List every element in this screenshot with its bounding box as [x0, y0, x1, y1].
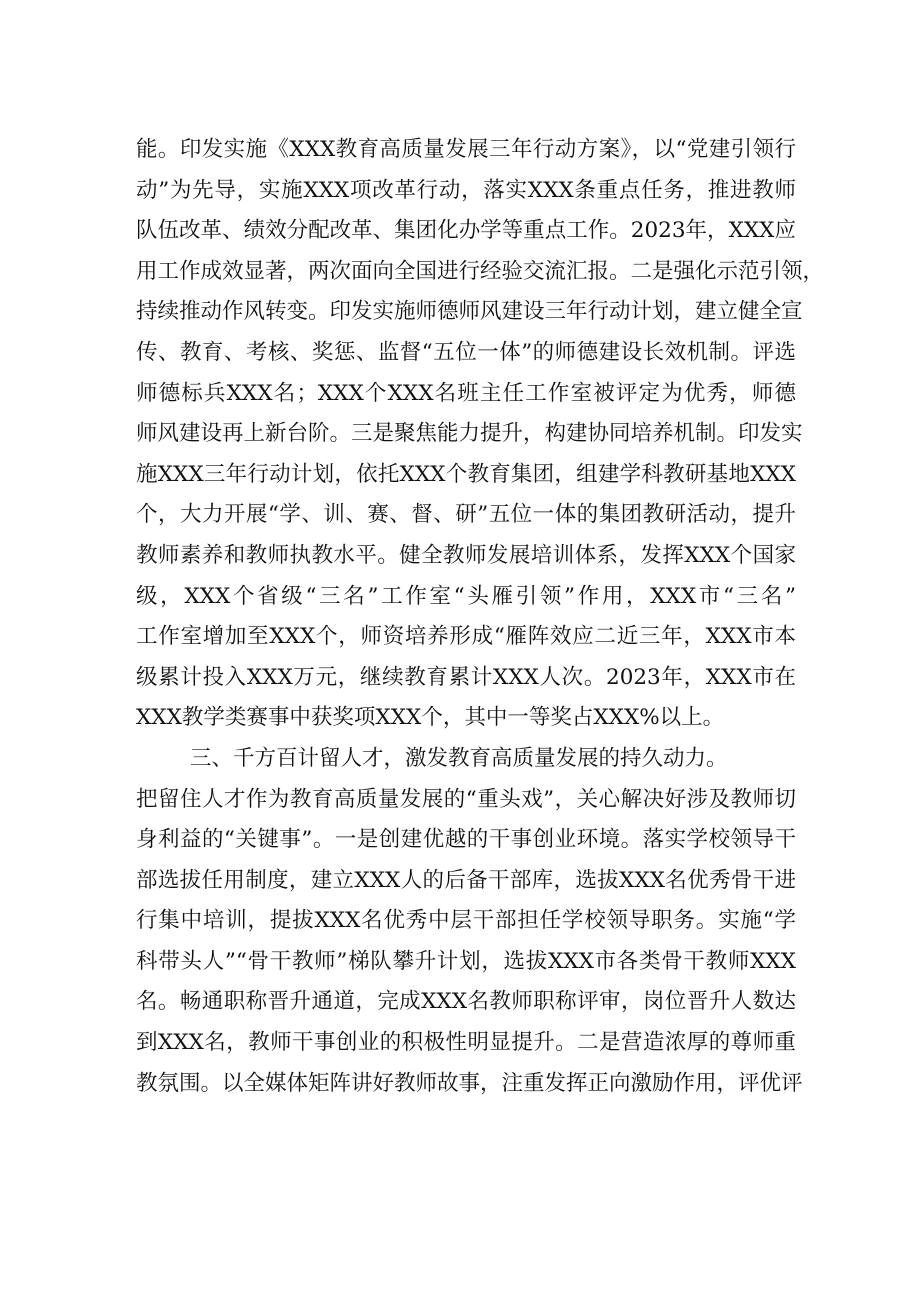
paragraph-1-line: 持续推动作风转变。印发实施师德师风建设三年行动计划，建立健全宣	[136, 299, 803, 325]
section-3-line: 到XXX名，教师干事创业的积极性明显提升。二是营造浓厚的尊师重	[136, 1030, 796, 1056]
document-body	[136, 130, 825, 1104]
section-3-line: 教氛围。以全媒体矩阵讲好教师故事，注重发挥正向激励作用，评优评	[136, 1070, 803, 1096]
section-3-paragraph	[136, 780, 803, 1105]
paragraph-1-line: 级，XXX个省级“三名”工作室“头雁引领”作用，XXX市“三名”	[136, 583, 796, 609]
section-3-line: 行集中培训，提拔XXX名优秀中层干部担任学校领导职务。实施“学	[136, 908, 796, 934]
section-3-heading: 三、千方百计留人才，激发教育高质量发展的持久动力。	[190, 745, 728, 771]
paragraph-1-line: 教师素养和教师执教水平。健全教师发展培训体系，发挥XXX个国家	[136, 542, 796, 568]
paragraph-1-line: 传、教育、考核、奖惩、监督“五位一体”的师德建设长效机制。评选	[136, 339, 796, 365]
paragraph-1-line: 施XXX三年行动计划，依托XXX个教育集团，组建学科教研基地XXX	[136, 461, 796, 487]
paragraph-1-line: 个，大力开展“学、训、赛、督、研”五位一体的集团教研活动，提升	[136, 502, 796, 528]
paragraph-1-line: 师德标兵XXX名；XXX个XXX名班主任工作室被评定为优秀，师德	[136, 380, 796, 406]
section-3-line: 科带头人”“骨干教师”梯队攀升计划，选拔XXX市各类骨干教师XXX	[136, 948, 796, 974]
section-3-line: 名。畅通职称晋升通道，完成XXX名教师职称评审，岗位晋升人数达	[136, 989, 796, 1015]
section-3-line: 把留住人才作为教育高质量发展的“重头戏”，关心解决好涉及教师切	[136, 786, 796, 812]
paragraph-1-line: 队伍改革、绩效分配改革、集团化办学等重点工作。2023年，XXX应	[136, 218, 796, 244]
paragraph-1-line: XXX教学类赛事中获奖项XXX个，其中一等奖占XXX%以上。	[136, 705, 725, 731]
paragraph-1-line: 级累计投入XXX万元，继续教育累计XXX人次。2023年，XXX市在	[136, 664, 796, 690]
paragraph-1	[136, 130, 825, 739]
paragraph-1-line: 师风建设再上新台阶。三是聚焦能力提升，构建协同培养机制。印发实	[136, 421, 803, 447]
section-3-line: 身利益的“关键事”。一是创建优越的干事创业环境。落实学校领导干	[136, 827, 796, 853]
paragraph-1-line: 工作室增加至XXX个，师资培养形成“雁阵效应二近三年，XXX市本	[136, 624, 796, 650]
paragraph-1-line: 用工作成效显著，两次面向全国进行经验交流汇报。二是强化示范引领，	[136, 258, 825, 284]
section-3-line: 部选拔任用制度，建立XXX人的后备干部库，选拔XXX名优秀骨干进	[136, 867, 796, 893]
paragraph-1-line: 能。印发实施《XXX教育高质量发展三年行动方案》，以“党建引领行	[136, 137, 796, 162]
paragraph-1-line: 动”为先导，实施XXX项改革行动，落实XXX条重点任务，推进教师	[136, 177, 796, 203]
